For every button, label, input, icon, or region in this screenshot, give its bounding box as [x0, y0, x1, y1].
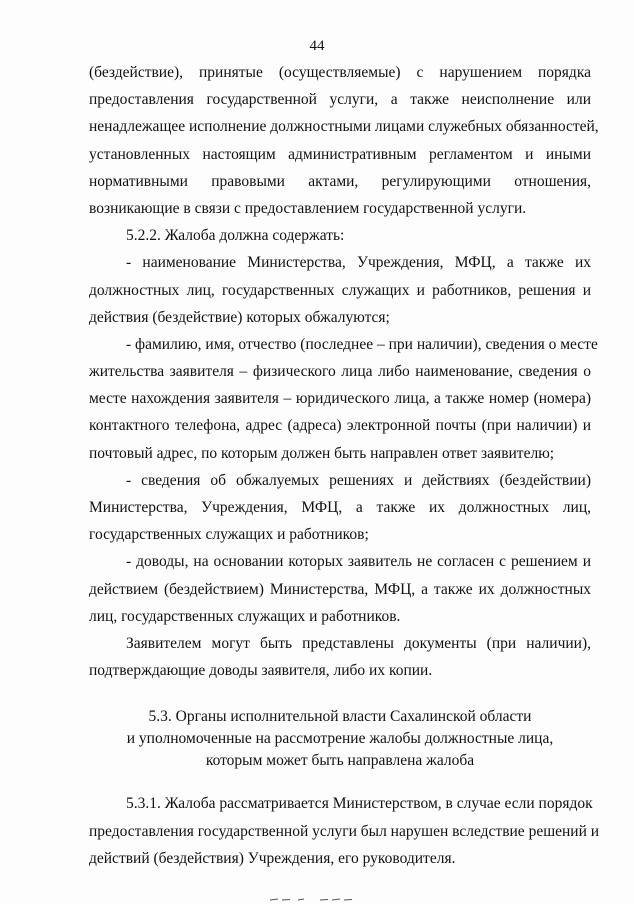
- text-line: действий (бездействия) Учреждения, его руководителя.: [89, 849, 456, 867]
- text-line: государственных служащих и работников;: [89, 526, 369, 544]
- section-heading: [89, 706, 591, 772]
- page-number: 44: [309, 38, 325, 54]
- text-line: (бездействие), принятые (осуществляемые) с нарушением порядка: [89, 64, 591, 81]
- text-line: контактного телефона, адрес (адреса) электронной почты (при наличии) и: [89, 417, 591, 435]
- paragraph-item-arguments: [89, 548, 591, 630]
- text-line: - наименование Министерства, Учреждения, МФЦ, а также их: [126, 254, 591, 272]
- spacer: [89, 684, 591, 706]
- paragraph-appeal-subject: [89, 59, 599, 222]
- text-line: лиц, государственных служащих и работников.: [89, 607, 401, 625]
- text-line: действия (бездействие) которых обжалуются;: [89, 308, 390, 326]
- paragraph-review-by-ministry: [89, 790, 600, 872]
- text-line: установленных настоящим административным регламентом и иными: [89, 145, 591, 163]
- text-line: ненадлежащее исполнение должностными лицами служебных обязанностей,: [89, 118, 599, 136]
- text-line: месте нахождения заявителя – юридического лица, а также номер (номера): [89, 390, 591, 408]
- text-line: возникающие в связи с предоставлением государственной услуги.: [89, 199, 527, 217]
- paragraph-supporting-documents: [89, 630, 591, 684]
- text-line: 5.2.2. Жалоба должна содержать:: [126, 227, 345, 245]
- text-line: Министерства, Учреждения, МФЦ, а также их должностных лиц,: [89, 499, 591, 516]
- text-line: должностных лиц, государственных служащих и работников, решения и: [89, 281, 591, 299]
- text-line: Заявителем могут быть представлены документы (при наличии),: [126, 634, 591, 652]
- document-body: [89, 59, 600, 872]
- text-line: почтовый адрес, по которым должен быть направлен ответ заявителю;: [89, 444, 555, 462]
- text-line: нормативными правовыми актами, регулирующими отношения,: [89, 172, 591, 190]
- text-line: 5.3.1. Жалоба рассматривается Министерством, в случае если порядок: [126, 795, 593, 813]
- scan-artifact: [268, 896, 368, 902]
- heading-line: которым может быть направлена жалоба: [205, 752, 475, 770]
- spacer: [89, 772, 591, 790]
- text-line: - доводы, на основании которых заявитель не согласен с решением и: [126, 553, 591, 571]
- text-line: жительства заявителя – физического лица либо наименование, сведения о: [89, 363, 591, 381]
- text-line: подтверждающие доводы заявителя, либо их копии.: [89, 662, 433, 680]
- paragraph-item-applicant-info: [89, 331, 598, 467]
- heading-line: и уполномоченные на рассмотрение жалобы должностные лица,: [126, 730, 554, 748]
- text-line: действием (бездействием) Министерства, МФЦ, а также их должностных: [89, 580, 591, 598]
- text-line: - сведения об обжалуемых решениях и действиях (бездействии): [126, 471, 591, 489]
- paragraph-item-names: [89, 249, 591, 331]
- paragraph-item-decisions: [89, 467, 591, 549]
- text-line: - фамилию, имя, отчество (последнее – при наличии), сведения о месте: [126, 335, 598, 353]
- heading-line: 5.3. Органы исполнительной власти Сахалинской области: [148, 708, 532, 726]
- paragraph-complaint-contents-intro: [89, 222, 591, 249]
- text-line: предоставления государственной услуги, а также неисполнение или: [89, 91, 591, 109]
- text-line: предоставления государственной услуги был нарушен вследствие решений и: [89, 822, 600, 840]
